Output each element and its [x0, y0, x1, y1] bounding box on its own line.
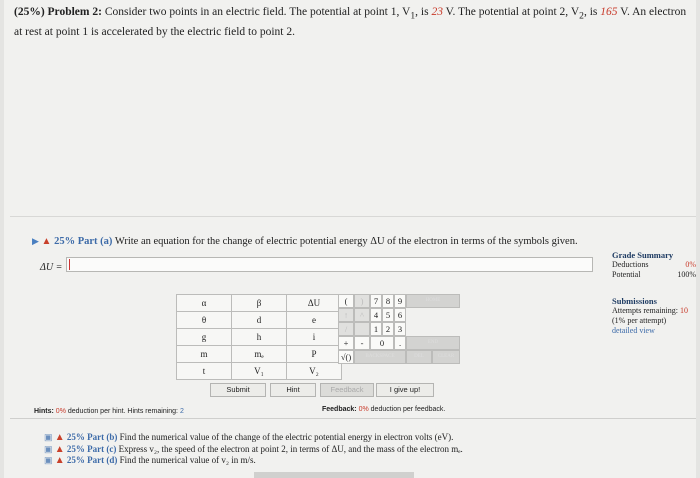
symbol-key[interactable]: m	[177, 346, 232, 363]
warning-icon: ▲	[41, 236, 52, 247]
symbol-key[interactable]: d	[232, 312, 287, 329]
key-caret[interactable]: ^	[354, 308, 370, 322]
symbol-key[interactable]: i	[287, 329, 342, 346]
problem-text: , is	[415, 6, 429, 18]
key-2[interactable]: 2	[382, 322, 394, 336]
symbol-key[interactable]: θ	[177, 312, 232, 329]
symbol-key[interactable]: P	[287, 346, 342, 363]
key-blank[interactable]	[354, 322, 370, 336]
grade-summary	[612, 250, 696, 336]
part-a-percent: 25%	[54, 236, 76, 247]
part-text: Find the numerical value of v₂ in m/s.	[119, 455, 256, 465]
key-slash[interactable]: /	[338, 322, 354, 336]
part-a-heading	[32, 236, 578, 247]
checkbox-icon: ▣	[44, 432, 53, 442]
hints-bar	[34, 408, 184, 415]
key-4[interactable]: 4	[370, 308, 382, 322]
hints-percent: 0%	[55, 408, 66, 415]
key-dot[interactable]: .	[394, 336, 406, 350]
part-label: Part (c)	[87, 443, 117, 454]
part-text: Find the numerical value of the change of the electric potential energy in electron volts (eV).	[119, 432, 454, 442]
problem-text: V. The potential at point 2, V	[445, 6, 580, 18]
v1-sub: 1	[410, 10, 416, 22]
symbol-key[interactable]: h	[232, 329, 287, 346]
feedback-label: Feedback:	[322, 406, 357, 413]
answer-input[interactable]	[66, 257, 593, 272]
hint-button[interactable]: Hint	[270, 383, 316, 397]
attempts-label: Attempts remaining:	[612, 306, 678, 315]
key-plus[interactable]: +	[338, 336, 354, 350]
part-label: Part (b)	[87, 432, 118, 442]
problem-card	[4, 0, 696, 478]
text-caret	[69, 259, 70, 270]
per-attempt-text: (1% per attempt)	[612, 316, 667, 325]
submit-button[interactable]: Submit	[210, 383, 266, 397]
key-7[interactable]: 7	[370, 294, 382, 308]
part-a-text: Write an equation for the change of electric potential energy ΔU of the electron in terms of the symbols given.	[114, 236, 578, 247]
scroll-strip	[254, 472, 414, 478]
key-clear[interactable]: CLEAR	[432, 350, 460, 364]
feedback-bar	[322, 406, 445, 413]
key-end[interactable]: END	[406, 336, 460, 350]
symbol-key[interactable]: g	[177, 329, 232, 346]
symbol-key[interactable]: α	[177, 295, 232, 312]
key-minus[interactable]: -	[354, 336, 370, 350]
symbol-key[interactable]: ΔU	[287, 295, 342, 312]
v2-sub: 2	[579, 10, 584, 22]
grade-summary-title: Grade Summary	[612, 250, 674, 260]
symbol-key[interactable]: mₑ	[232, 346, 287, 363]
key-backspace[interactable]: BACKSPACE	[354, 350, 406, 364]
divider	[10, 418, 696, 419]
part-d-row[interactable]	[44, 455, 463, 467]
problem-label: (25%) Problem 2:	[14, 6, 102, 18]
hints-text: deduction per hint. Hints remaining:	[67, 408, 178, 415]
key-8[interactable]: 8	[382, 294, 394, 308]
key-6[interactable]: 6	[394, 308, 406, 322]
give-up-button[interactable]: I give up!	[376, 383, 434, 397]
part-label: Part (d)	[87, 455, 118, 465]
part-text: Express v₂, the speed of the electron at point 2, in terms of ΔU, and the mass of the electron mₑ.	[118, 443, 463, 454]
detailed-view-link[interactable]: detailed view	[612, 326, 655, 335]
warning-icon: ▲	[54, 443, 65, 455]
deductions-value: 0%	[685, 260, 696, 269]
v2-value: 165	[600, 6, 618, 18]
hints-remaining: 2	[179, 408, 184, 415]
deductions-label: Deductions	[612, 260, 649, 269]
part-c-row[interactable]	[44, 444, 463, 456]
other-parts-list	[44, 432, 463, 467]
part-percent: 25%	[66, 443, 85, 454]
checkbox-icon: ▣	[44, 455, 53, 465]
part-percent: 25%	[66, 432, 85, 442]
symbol-grid	[176, 294, 342, 380]
symbol-key[interactable]: V₂	[287, 363, 342, 380]
problem-text: Consider two points in an electric field. The potential at point 1, V	[104, 6, 411, 18]
feedback-text: deduction per feedback.	[370, 406, 446, 413]
hints-label: Hints:	[34, 408, 54, 415]
key-3[interactable]: 3	[394, 322, 406, 336]
warning-icon: ▲	[54, 432, 65, 443]
part-percent: 25%	[66, 455, 85, 465]
part-b-row[interactable]	[44, 432, 463, 444]
problem-text: V. An electron at rest at point 1 is accelerated by the electric field to point 2.	[14, 6, 687, 39]
delta-u-label: ΔU =	[40, 262, 63, 273]
key-open-paren[interactable]: (	[338, 294, 354, 308]
key-9[interactable]: 9	[394, 294, 406, 308]
feedback-percent: 0%	[358, 406, 369, 413]
key-sqrt[interactable]: √()	[338, 350, 354, 364]
key-up[interactable]: ↑	[338, 308, 354, 322]
potential-value: 100%	[677, 270, 696, 279]
attempts-value: 10	[680, 306, 688, 315]
key-home[interactable]: HOME	[406, 294, 460, 308]
key-5[interactable]: 5	[382, 308, 394, 322]
expand-arrow-icon[interactable]: ▶	[32, 236, 39, 246]
key-del[interactable]: DEL	[406, 350, 432, 364]
symbol-key[interactable]: e	[287, 312, 342, 329]
warning-icon: ▲	[54, 455, 65, 466]
checkbox-icon: ▣	[44, 443, 53, 454]
submissions-title: Submissions	[612, 296, 657, 306]
symbol-key[interactable]: t	[177, 363, 232, 380]
problem-statement	[14, 4, 694, 40]
key-0[interactable]: 0	[370, 336, 394, 350]
problem-text: , is	[583, 6, 598, 18]
divider	[10, 216, 696, 217]
part-a-label: Part (a)	[77, 236, 113, 247]
symbol-key[interactable]: V₁	[232, 363, 287, 380]
potential-label: Potential	[612, 270, 641, 279]
key-1[interactable]: 1	[370, 322, 382, 336]
v1-value: 23	[431, 6, 443, 18]
key-close-paren[interactable]: )	[354, 294, 370, 308]
symbol-key[interactable]: β	[232, 295, 287, 312]
feedback-button[interactable]: Feedback	[320, 383, 374, 397]
